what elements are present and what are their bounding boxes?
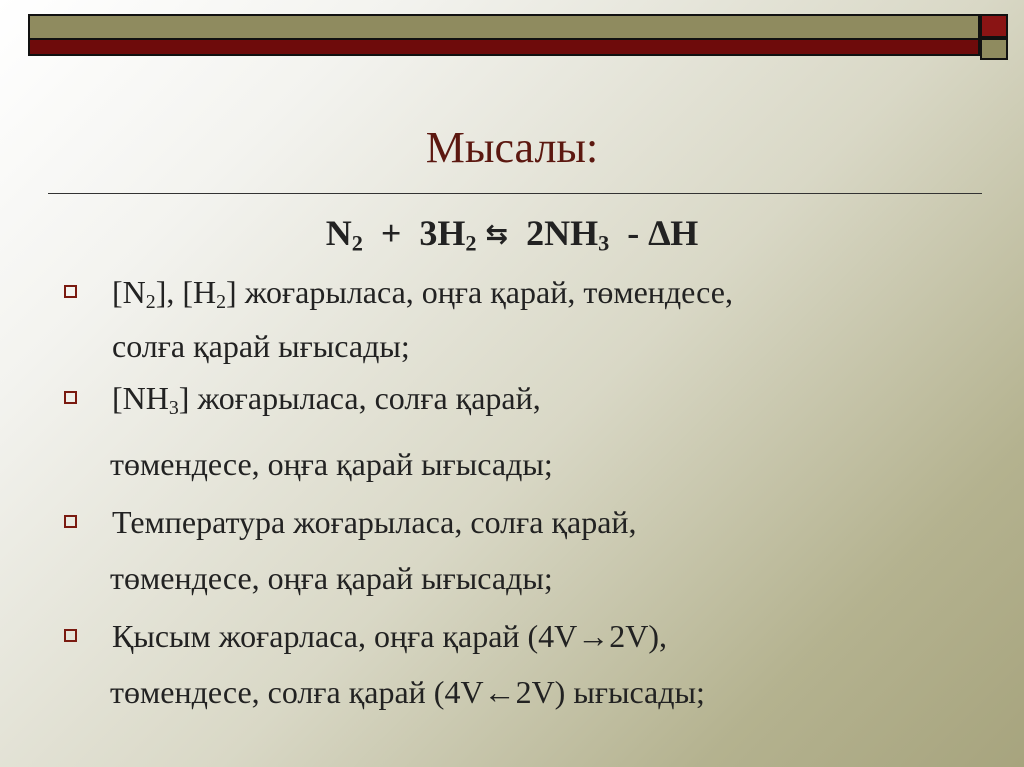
bullet-list [62, 270, 962, 728]
square-bullet-icon [64, 285, 77, 298]
slide-title: Мысалы: [425, 123, 599, 172]
equation-tail: - ∆H [609, 213, 699, 253]
square-bullet-icon [64, 629, 77, 642]
square-bullet-icon [64, 391, 77, 404]
title-divider [48, 193, 982, 194]
subscript: 2 [145, 290, 156, 313]
bullet-item [62, 500, 962, 544]
top-olive-bar [28, 14, 980, 38]
square-bullet-icon [64, 515, 77, 528]
bullet-text-part: ] жоғарыласа, солға қарай, [178, 379, 541, 416]
bullet-continuation: төмендесе, солға қарай (4V←2V) ығысады; [110, 673, 705, 710]
bullet-text-part: ], [H [155, 274, 217, 310]
bullet-text-part: [N [112, 274, 146, 310]
equation-n-subscript: 2 [351, 230, 363, 256]
subscript: 2 [216, 290, 227, 313]
equation-plus-h: + 3H [362, 213, 466, 253]
bullet-line [112, 270, 962, 324]
bullet-line [112, 376, 962, 430]
bullet-item [62, 270, 962, 368]
equation-n: N [325, 213, 352, 253]
bullet-text-part: ] жоғарыласа, оңға қарай, төмендесе, [226, 274, 733, 310]
equation-nh-subscript: 3 [598, 230, 610, 256]
equilibrium-arrow-icon: ⇆ [485, 218, 509, 250]
corner-olive-square [980, 38, 1008, 60]
equation-h-subscript: 2 [465, 230, 477, 256]
corner-red-square [980, 14, 1008, 38]
bullet-item [62, 376, 962, 430]
bullet-line: Қысым жоғарласа, оңға қарай (4V→2V), [112, 617, 668, 654]
top-maroon-bar [28, 38, 980, 56]
chemical-equation [0, 212, 1024, 257]
bullet-line: солға қарай ығысады; [112, 327, 410, 364]
subscript: 3 [168, 396, 179, 419]
bullet-continuation: төмендесе, оңға қарай ығысады; [110, 445, 553, 482]
bullet-item [62, 614, 962, 658]
equation-nh: 2NH [508, 213, 599, 253]
bullet-continuation: төмендесе, оңға қарай ығысады; [110, 559, 553, 596]
bullet-line: Температура жоғарыласа, солға қарай, [112, 503, 637, 540]
bullet-text-part: [NH [112, 379, 169, 416]
